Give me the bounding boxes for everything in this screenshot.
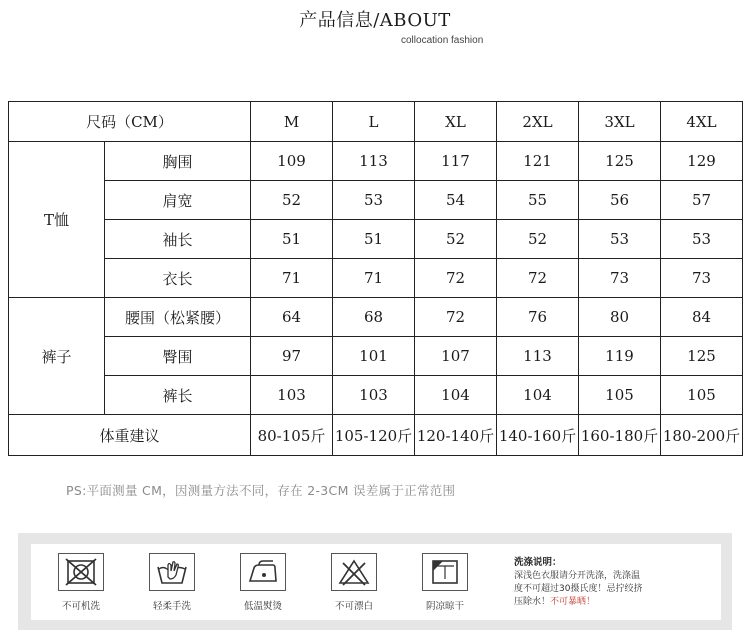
low-temp-iron-icon [240, 553, 286, 591]
care-label: 轻柔手洗 [152, 601, 191, 612]
table-cell: 117 [415, 142, 497, 181]
weight-row [9, 415, 743, 456]
table-cell: 104 [497, 376, 579, 415]
group-label-tshirt: T恤 [9, 142, 105, 298]
row-label: 腰围（松紧腰） [105, 298, 251, 337]
table-cell: 120-140斤 [415, 415, 497, 456]
table-cell: 53 [333, 181, 415, 220]
page-subtitle: collocation fashion [401, 35, 484, 46]
size-header-row [9, 102, 743, 142]
table-cell: 113 [497, 337, 579, 376]
measurement-note: PS:平面测量 CM，因测量方法不同，存在 2-3CM 误差属于正常范围 [66, 483, 456, 498]
care-item-gentle-hand-wash [137, 553, 207, 612]
table-cell: 160-180斤 [579, 415, 661, 456]
table-cell: 52 [251, 181, 333, 220]
table-cell: 52 [497, 220, 579, 259]
table-row [9, 376, 743, 415]
care-label: 阴凉晾干 [425, 601, 464, 612]
care-item-no-machine-wash [46, 553, 116, 612]
table-cell: 76 [497, 298, 579, 337]
table-row [9, 220, 743, 259]
size-col-header: 4XL [661, 102, 743, 142]
size-col-header: L [333, 102, 415, 142]
table-cell: 80-105斤 [251, 415, 333, 456]
table-cell: 140-160斤 [497, 415, 579, 456]
care-item-no-bleach [319, 553, 389, 612]
table-cell: 84 [661, 298, 743, 337]
no-bleach-icon [331, 553, 377, 591]
wash-instructions-title: 洗涤说明： [514, 557, 562, 568]
table-cell: 97 [251, 337, 333, 376]
care-item-low-temp-iron [228, 553, 298, 612]
gentle-hand-wash-icon [149, 553, 195, 591]
table-cell: 72 [415, 298, 497, 337]
table-cell: 103 [333, 376, 415, 415]
table-cell: 72 [497, 259, 579, 298]
table-cell: 125 [661, 337, 743, 376]
size-col-header: XL [415, 102, 497, 142]
table-cell: 71 [333, 259, 415, 298]
table-cell: 53 [661, 220, 743, 259]
table-cell: 57 [661, 181, 743, 220]
no-machine-wash-icon [58, 553, 104, 591]
table-cell: 180-200斤 [661, 415, 743, 456]
table-row [9, 181, 743, 220]
wash-instructions-line [514, 596, 714, 609]
table-cell: 64 [251, 298, 333, 337]
table-cell: 104 [415, 376, 497, 415]
page-title: 产品信息/ABOUT [299, 10, 451, 31]
table-cell: 53 [579, 220, 661, 259]
group-label-pants: 裤子 [9, 298, 105, 415]
care-label: 不可漂白 [334, 601, 373, 612]
care-label: 低温熨烫 [243, 601, 282, 612]
table-cell: 73 [579, 259, 661, 298]
size-col-header: M [251, 102, 333, 142]
table-row [9, 298, 743, 337]
table-cell: 103 [251, 376, 333, 415]
table-cell: 51 [333, 220, 415, 259]
table-row [9, 259, 743, 298]
row-label: 臀围 [105, 337, 251, 376]
shade-dry-icon [422, 553, 468, 591]
table-cell: 72 [415, 259, 497, 298]
table-cell: 68 [333, 298, 415, 337]
table-cell: 73 [661, 259, 743, 298]
table-cell: 56 [579, 181, 661, 220]
size-col-header: 3XL [579, 102, 661, 142]
table-cell: 71 [251, 259, 333, 298]
table-cell: 129 [661, 142, 743, 181]
wash-warning-text: 不可暴晒！ [550, 597, 596, 607]
wash-instructions-line: 深浅色衣服请分开洗涤，洗涤温 [514, 571, 641, 581]
table-cell: 105-120斤 [333, 415, 415, 456]
table-cell: 105 [579, 376, 661, 415]
row-label: 衣长 [105, 259, 251, 298]
table-cell: 107 [415, 337, 497, 376]
table-cell: 113 [333, 142, 415, 181]
size-col-header: 2XL [497, 102, 579, 142]
table-cell: 52 [415, 220, 497, 259]
row-label: 裤长 [105, 376, 251, 415]
row-label: 胸围 [105, 142, 251, 181]
table-cell: 55 [497, 181, 579, 220]
wash-instructions-line: 度不可超过30摄氏度！忌拧绞挤 [514, 584, 643, 594]
size-header-label: 尺码（CM） [9, 102, 251, 142]
row-label: 肩宽 [105, 181, 251, 220]
care-label: 不可机洗 [61, 601, 100, 612]
table-cell: 80 [579, 298, 661, 337]
size-chart-table [8, 101, 743, 456]
table-row [9, 142, 743, 181]
table-cell: 101 [333, 337, 415, 376]
wash-instructions-text: 压除水！ [514, 597, 551, 607]
table-cell: 125 [579, 142, 661, 181]
care-item-shade-dry [410, 553, 480, 612]
table-cell: 109 [251, 142, 333, 181]
table-row [9, 337, 743, 376]
table-cell: 51 [251, 220, 333, 259]
weight-label: 体重建议 [9, 415, 251, 456]
table-cell: 119 [579, 337, 661, 376]
table-cell: 54 [415, 181, 497, 220]
row-label: 袖长 [105, 220, 251, 259]
table-cell: 121 [497, 142, 579, 181]
wash-instructions [514, 556, 714, 609]
table-cell: 105 [661, 376, 743, 415]
